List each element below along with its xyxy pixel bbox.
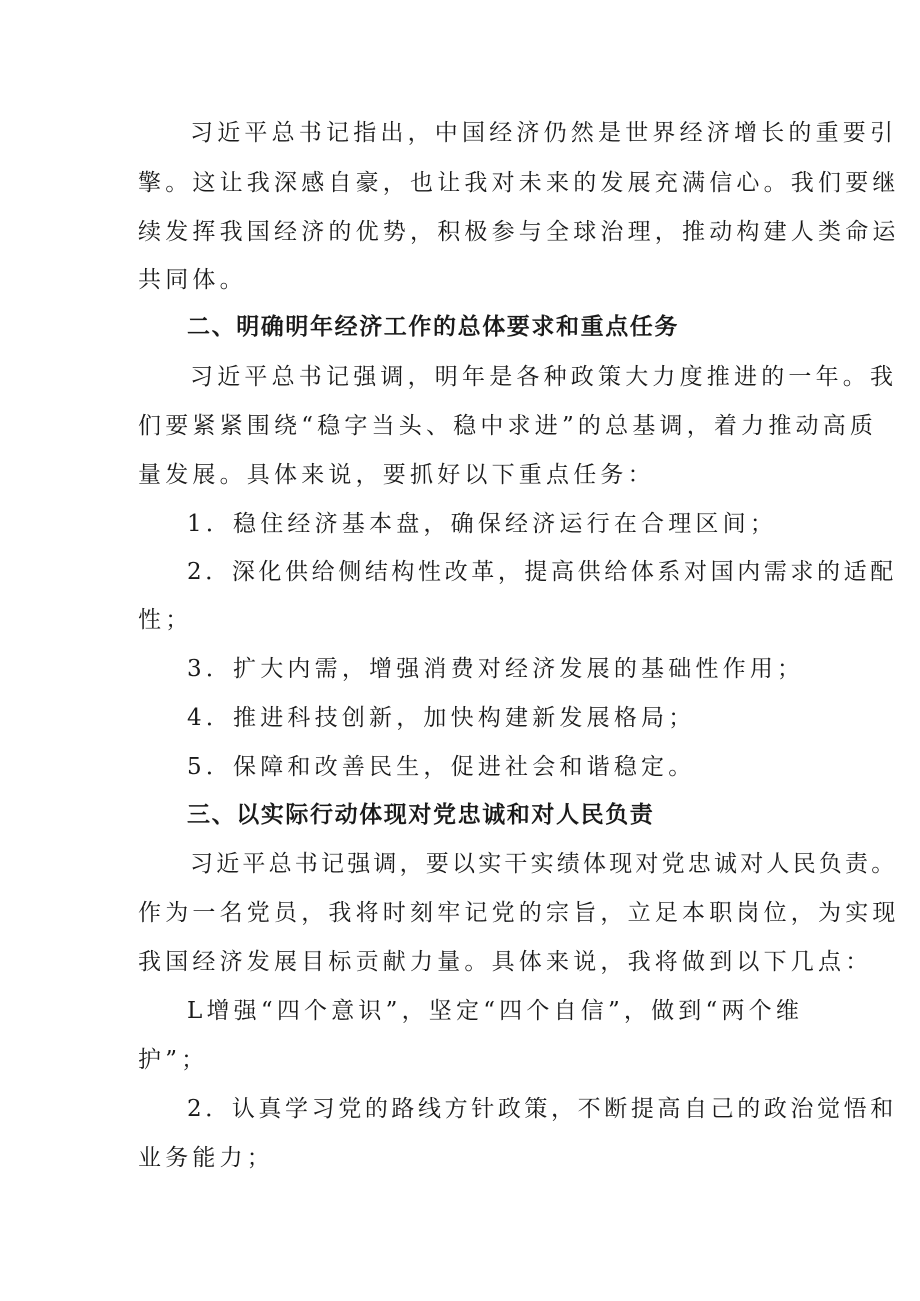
paragraph-1-line-4: 共同体。 [138, 267, 247, 293]
paragraph-2-line-2: 们要紧紧围绕“稳字当头、稳中求进”的总基调，着力推动高质 [138, 413, 878, 439]
paragraph-3-line-2: 作为一名党员，我将时刻牢记党的宗旨，立足本职岗位，为实现 [138, 900, 900, 926]
paragraph-1-line-2: 擎。这让我深感自豪，也让我对未来的发展充满信心。我们要继 [138, 170, 900, 196]
paragraph-1-line-3: 续发挥我国经济的优势，积极参与全球治理，推动构建人类命运 [138, 219, 900, 245]
section-heading-3: 三、以实际行动体现对党忠诚和对人民负责 [187, 802, 655, 828]
task-item-5: 5．保障和改善民生，促进社会和谐稳定。 [187, 754, 696, 780]
paragraph-3-line-3: 我国经济发展目标贡献力量。具体来说，我将做到以下几点： [138, 949, 873, 975]
commitment-item-2-line-1: 2．认真学习党的路线方针政策，不断提高自己的政治觉悟和 [187, 1096, 897, 1122]
commitment-item-1-line-1: L增强“四个意识”，坚定“四个自信”，做到“两个维 [187, 998, 804, 1024]
paragraph-1-line-1: 习近平总书记指出，中国经济仍然是世界经济增长的重要引 [190, 120, 898, 146]
section-heading-2: 二、明确明年经济工作的总体要求和重点任务 [187, 314, 679, 340]
task-item-1: 1．稳住经济基本盘，确保经济运行在合理区间； [187, 511, 778, 537]
paragraph-2-line-3: 量发展。具体来说，要抓好以下重点任务： [138, 462, 655, 488]
paragraph-2-line-1: 习近平总书记强调，明年是各种政策大力度推进的一年。我 [190, 364, 898, 390]
task-item-2-line-2: 性； [138, 607, 193, 633]
commitment-item-2-line-2: 业务能力； [138, 1145, 274, 1171]
commitment-item-1-line-2: 护”； [138, 1047, 209, 1073]
task-item-4: 4．推进科技创新，加快构建新发展格局； [187, 705, 696, 731]
task-item-3: 3．扩大内需，增强消费对经济发展的基础性作用； [187, 656, 805, 682]
paragraph-3-line-1: 习近平总书记强调，要以实干实绩体现对党忠诚对人民负责。 [190, 851, 898, 877]
task-item-2-line-1: 2．深化供给侧结构性改革，提高供给体系对国内需求的适配 [187, 559, 897, 585]
